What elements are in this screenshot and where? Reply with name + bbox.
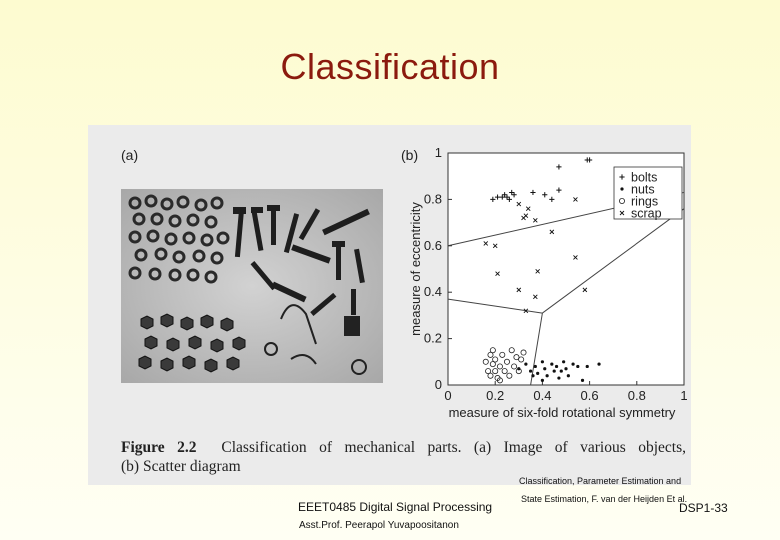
point-nuts <box>541 360 544 363</box>
point-nuts <box>571 363 574 366</box>
legend-label-bolts: bolts <box>631 170 658 185</box>
point-nuts <box>531 374 534 377</box>
point-nuts <box>546 374 549 377</box>
legend-label-rings: rings <box>631 194 659 209</box>
x-tick-label: 0 <box>444 388 452 403</box>
y-tick-label: 0.8 <box>423 191 442 207</box>
point-nuts <box>597 363 600 366</box>
author-name: Asst.Prof. Peerapol Yuvapoositanon <box>299 520 459 531</box>
reference-line-2: State Estimation, F. van der Heijden Et al. <box>521 494 688 504</box>
point-nuts <box>555 365 558 368</box>
point-nuts <box>541 379 544 382</box>
reference-line-1: Classification, Parameter Estimation and <box>519 476 682 486</box>
y-tick-label: 0.4 <box>423 284 442 300</box>
caption-lead: Figure 2.2 <box>121 439 197 456</box>
point-nuts <box>562 360 565 363</box>
legend-marker-nuts <box>620 187 623 190</box>
point-nuts <box>529 369 532 372</box>
point-nuts <box>550 363 553 366</box>
x-axis-label: measure of six-fold rotational symmetry <box>448 405 676 420</box>
point-nuts <box>553 369 556 372</box>
legend-label-scrap: scrap <box>631 206 662 221</box>
point-nuts <box>536 372 539 375</box>
panel-b-label: (b) <box>401 147 419 163</box>
mechanical-parts-photo <box>121 189 383 383</box>
page-number: DSP1-33 <box>679 501 728 515</box>
point-nuts <box>524 363 527 366</box>
legend-label-nuts: nuts <box>631 182 655 197</box>
point-nuts <box>557 376 560 379</box>
figure-caption <box>121 438 686 476</box>
figure-panel <box>88 125 691 485</box>
point-nuts <box>567 374 570 377</box>
point-nuts <box>543 367 546 370</box>
y-tick-label: 0.2 <box>423 330 442 346</box>
caption-text: Classification of mechanical parts. (a) Image of various objects, <box>221 439 687 456</box>
point-nuts <box>534 365 537 368</box>
y-axis-label: measure of eccentricity <box>408 202 423 336</box>
point-nuts <box>576 365 579 368</box>
point-nuts <box>560 369 563 372</box>
y-tick-label: 0.6 <box>423 237 442 253</box>
panel-a-label: (a) <box>121 147 139 163</box>
point-nuts <box>581 379 584 382</box>
x-tick-label: 0.4 <box>533 388 552 403</box>
scatter-plot <box>406 145 691 435</box>
course-name: EEET0485 Digital Signal Processing <box>298 500 493 514</box>
y-tick-label: 0 <box>434 377 442 392</box>
slide-title: Classification <box>280 46 500 87</box>
point-nuts <box>586 365 589 368</box>
y-tick-label: 1 <box>434 145 442 160</box>
point-nuts <box>564 367 567 370</box>
x-tick-label: 0.2 <box>486 388 505 403</box>
x-tick-label: 0.8 <box>627 388 646 403</box>
x-tick-label: 0.6 <box>580 388 599 403</box>
caption-text-2: (b) Scatter diagram <box>121 458 241 475</box>
x-tick-label: 1 <box>680 388 688 403</box>
